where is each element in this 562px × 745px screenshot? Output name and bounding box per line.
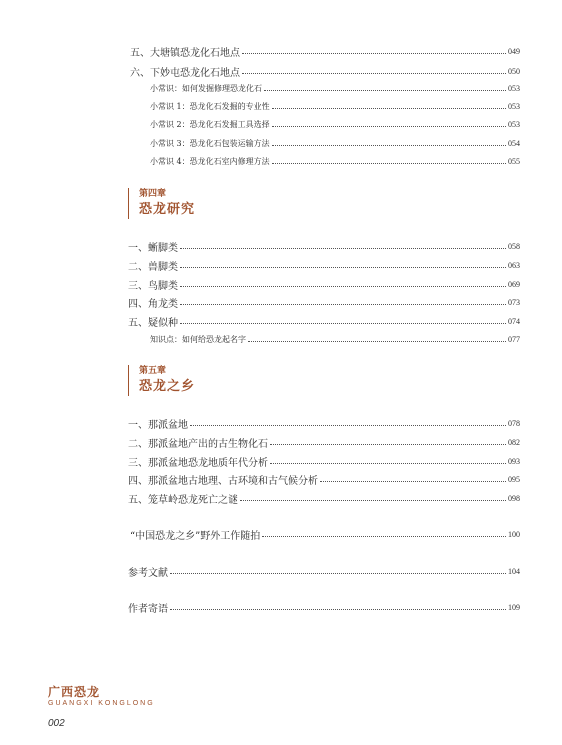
toc-entry[interactable] — [150, 116, 520, 132]
chapter-title: 恐龙之乡 — [139, 379, 196, 394]
dot-leader — [240, 500, 506, 501]
toc-entry-title: 参考文献 — [128, 567, 168, 579]
toc-entry[interactable] — [128, 471, 520, 487]
dot-leader — [170, 573, 506, 574]
toc-entry[interactable] — [150, 80, 520, 96]
toc-entry[interactable] — [128, 276, 520, 292]
toc-entry-page: 049 — [508, 46, 520, 56]
toc-entry-title: 小常识 2：恐龙化石发掘工具选择 — [150, 119, 270, 129]
toc-entry-page: 063 — [508, 260, 520, 270]
toc-entry-page: 109 — [508, 602, 520, 612]
toc-entry-title: 一、蜥脚类 — [128, 242, 178, 254]
chapter-title: 恐龙研究 — [139, 202, 196, 217]
dot-leader — [272, 145, 506, 146]
toc-entry[interactable] — [128, 490, 520, 506]
toc-entry-page: 104 — [508, 566, 520, 576]
toc-entry-page: 053 — [508, 119, 520, 129]
dot-leader — [264, 90, 506, 91]
toc-entry-page: 098 — [508, 493, 520, 503]
dot-leader — [180, 248, 506, 249]
dot-leader — [270, 463, 506, 464]
toc-entry-title: “中国恐龙之乡”野外工作随拍 — [130, 530, 261, 542]
toc-entry[interactable] — [128, 294, 520, 310]
toc-entry[interactable] — [128, 453, 520, 469]
toc-entry[interactable] — [128, 238, 520, 254]
toc-entry-title: 五、笼草岭恐龙死亡之谜 — [128, 494, 238, 506]
toc-entry-page: 053 — [508, 83, 520, 93]
dot-leader — [270, 444, 506, 445]
dot-leader — [242, 53, 506, 54]
dot-leader — [248, 341, 506, 342]
dot-leader — [242, 73, 506, 74]
toc-entry[interactable] — [150, 153, 520, 169]
toc-entry[interactable] — [128, 415, 520, 431]
toc-entry-title: 四、角龙类 — [128, 298, 178, 310]
dot-leader — [180, 323, 506, 324]
dot-leader — [190, 425, 506, 426]
toc-entry-page: 050 — [508, 66, 520, 76]
chapter-heading-5 — [128, 365, 195, 396]
toc-entry[interactable] — [150, 331, 520, 347]
toc-entry-title: 小常识 3：恐龙化石包装运输方法 — [150, 138, 270, 148]
toc-entry[interactable] — [130, 526, 520, 542]
page-number: 002 — [48, 718, 65, 729]
toc-entry-page: 077 — [508, 334, 520, 344]
toc-entry-title: 四、那派盆地古地理、古环境和古气候分析 — [128, 475, 318, 487]
toc-entry-title: 三、那派盆地恐龙地质年代分析 — [128, 457, 268, 469]
dot-leader — [170, 609, 506, 610]
toc-entry-page: 069 — [508, 279, 520, 289]
toc-entry[interactable] — [130, 63, 520, 79]
toc-entry-title: 小常识 1：恐龙化石发掘的专业性 — [150, 101, 270, 111]
toc-entry-page: 093 — [508, 456, 520, 466]
dot-leader — [272, 163, 506, 164]
toc-entry-title: 一、那派盆地 — [128, 419, 188, 431]
chapter-number: 第四章 — [139, 189, 167, 199]
toc-entry[interactable] — [128, 563, 520, 579]
dot-leader — [272, 126, 506, 127]
toc-entry-title: 知识点：如何给恐龙起名字 — [150, 334, 246, 344]
dot-leader — [180, 267, 506, 268]
book-subtitle: GUANGXI KONGLONG — [48, 700, 155, 707]
dot-leader — [180, 304, 506, 305]
toc-entry-page: 058 — [508, 241, 520, 251]
toc-entry-title: 五、疑似种 — [128, 317, 178, 329]
dot-leader — [272, 108, 506, 109]
dot-leader — [262, 536, 506, 537]
toc-entry-page: 073 — [508, 297, 520, 307]
toc-entry[interactable] — [128, 313, 520, 329]
toc-entry-title: 小常识：如何发掘修理恐龙化石 — [150, 83, 262, 93]
toc-entry[interactable] — [128, 599, 520, 615]
chapter-heading-4 — [128, 188, 195, 219]
toc-entry-page: 078 — [508, 418, 520, 428]
toc-entry-title: 六、下妙屯恐龙化石地点 — [130, 67, 240, 79]
dot-leader — [180, 286, 506, 287]
toc-entry[interactable] — [150, 135, 520, 151]
toc-entry-page: 082 — [508, 437, 520, 447]
toc-entry-title: 二、那派盆地产出的古生物化石 — [128, 438, 268, 450]
toc-entry[interactable] — [128, 257, 520, 273]
toc-entry[interactable] — [150, 98, 520, 114]
book-title: 广西恐龙 — [48, 685, 101, 699]
toc-entry-title: 作者寄语 — [128, 603, 168, 615]
toc-entry-page: 100 — [508, 529, 520, 539]
toc-entry-title: 小常识 4：恐龙化石室内修理方法 — [150, 156, 270, 166]
dot-leader — [320, 481, 506, 482]
toc-entry[interactable] — [130, 43, 520, 59]
chapter-number: 第五章 — [139, 366, 167, 376]
toc-entry-title: 五、大塘镇恐龙化石地点 — [130, 47, 240, 59]
toc-entry-title: 二、兽脚类 — [128, 261, 178, 273]
toc-entry-page: 055 — [508, 156, 520, 166]
toc-entry-page: 053 — [508, 101, 520, 111]
toc-entry-page: 054 — [508, 138, 520, 148]
toc-entry[interactable] — [128, 434, 520, 450]
toc-entry-page: 074 — [508, 316, 520, 326]
toc-entry-title: 三、鸟脚类 — [128, 280, 178, 292]
toc-entry-page: 095 — [508, 474, 520, 484]
